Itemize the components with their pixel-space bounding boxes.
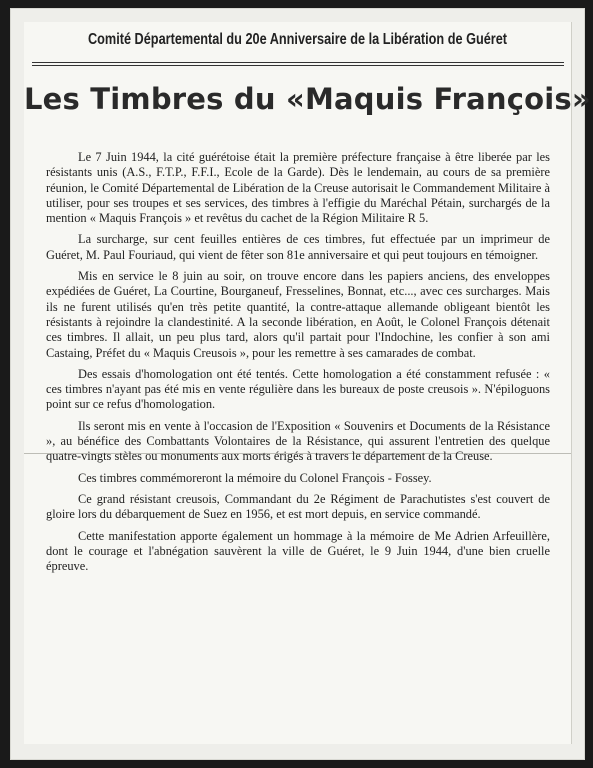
paragraph-7: Ce grand résistant creusois, Commandant du 2e Régiment de Parachutistes s'est couvert de gloire lors du débarquement de Suez en 1956, et est mort depuis, en service commandé. xyxy=(46,491,550,522)
paragraph-8: Cette manifestation apporte également un hommage à la mémoire de Me Adrien Arfeuillère, dont le courage et l'abnégation sauvèrent la ville de Guéret, le 9 Juin 1944, d'une bien cruelle épreuve. xyxy=(46,528,550,574)
newspaper-clipping xyxy=(24,22,591,744)
article-title: Les Timbres du «Maquis François» xyxy=(24,82,591,116)
paragraph-2: La surcharge, sur cent feuilles entières de ces timbres, fut effectuée par un imprimeur de Guéret, M. Paul Fouriaud, qui vient de fêter son 81e anniversaire et qui peut toujours en témoigner. xyxy=(46,232,550,262)
album-page xyxy=(10,8,591,760)
paragraph-1: Le 7 Juin 1944, la cité guérétoise était la première préfecture française à être liberée par les résistants unis (A.S., F.T.P., F.F.I., Ecole de la Garde). Dès le lendemain, au cours de sa première réunion, le Comité Départemental de Libération de la Creuse autorisait le Commandement Militaire à utiliser, pour ses troupes et ses services, des timbres à l'effigie du Maréchal Pétain, surchargés de la mention « Maquis François » et revêtus du cachet de la Région Militaire R 5. xyxy=(46,150,550,226)
paragraph-5: Ils seront mis en vente à l'occasion de l'Exposition « Souvenirs et Documents de la Résistance », au bénéfice des Combattants Volontaires de la Résistance, qui assurent l'entretien des quelque quatre-vingts stèles ou monuments aux morts érigés à travers le département de la Creuse. xyxy=(46,418,550,464)
paragraph-4: Des essais d'homologation ont été tentés. Cette homologation a été constamment refusée : « ces timbres n'ayant pas été mis en vente régulière dans les bureaux de poste creusois ». N'épiloguons point sur ce refus d'homologation. xyxy=(46,366,550,412)
committee-header: Comité Départemental du 20e Anniversaire de la Libération de Guéret xyxy=(87,31,508,48)
paragraph-3: Mis en service le 8 juin au soir, on trouve encore dans les papiers anciens, des enveloppes expédiées de Guéret, La Courtine, Bourganeuf, Fresselines, Bonnat, etc..., avec ces surcharges. Mais ils ne furent utilisés qu'en très petite quantité, la contre-attaque allemande obligeant bientôt les résistants à rejoindre la clandestinité. A la seconde libération, en Août, le Colonel François détenait ces timbres. Il allait, un peu plus tard, alors qu'il partait pour l'Indochine, les confier à son ami Castaing, Préfet du « Maquis Creusois », pour les remettre à ses camarades de combat. xyxy=(46,269,550,360)
header-rule-top xyxy=(32,62,564,63)
header-rule-bottom xyxy=(32,65,564,66)
paragraph-6: Ces timbres commémoreront la mémoire du Colonel François - Fossey. xyxy=(78,470,432,485)
article-body xyxy=(46,150,550,580)
